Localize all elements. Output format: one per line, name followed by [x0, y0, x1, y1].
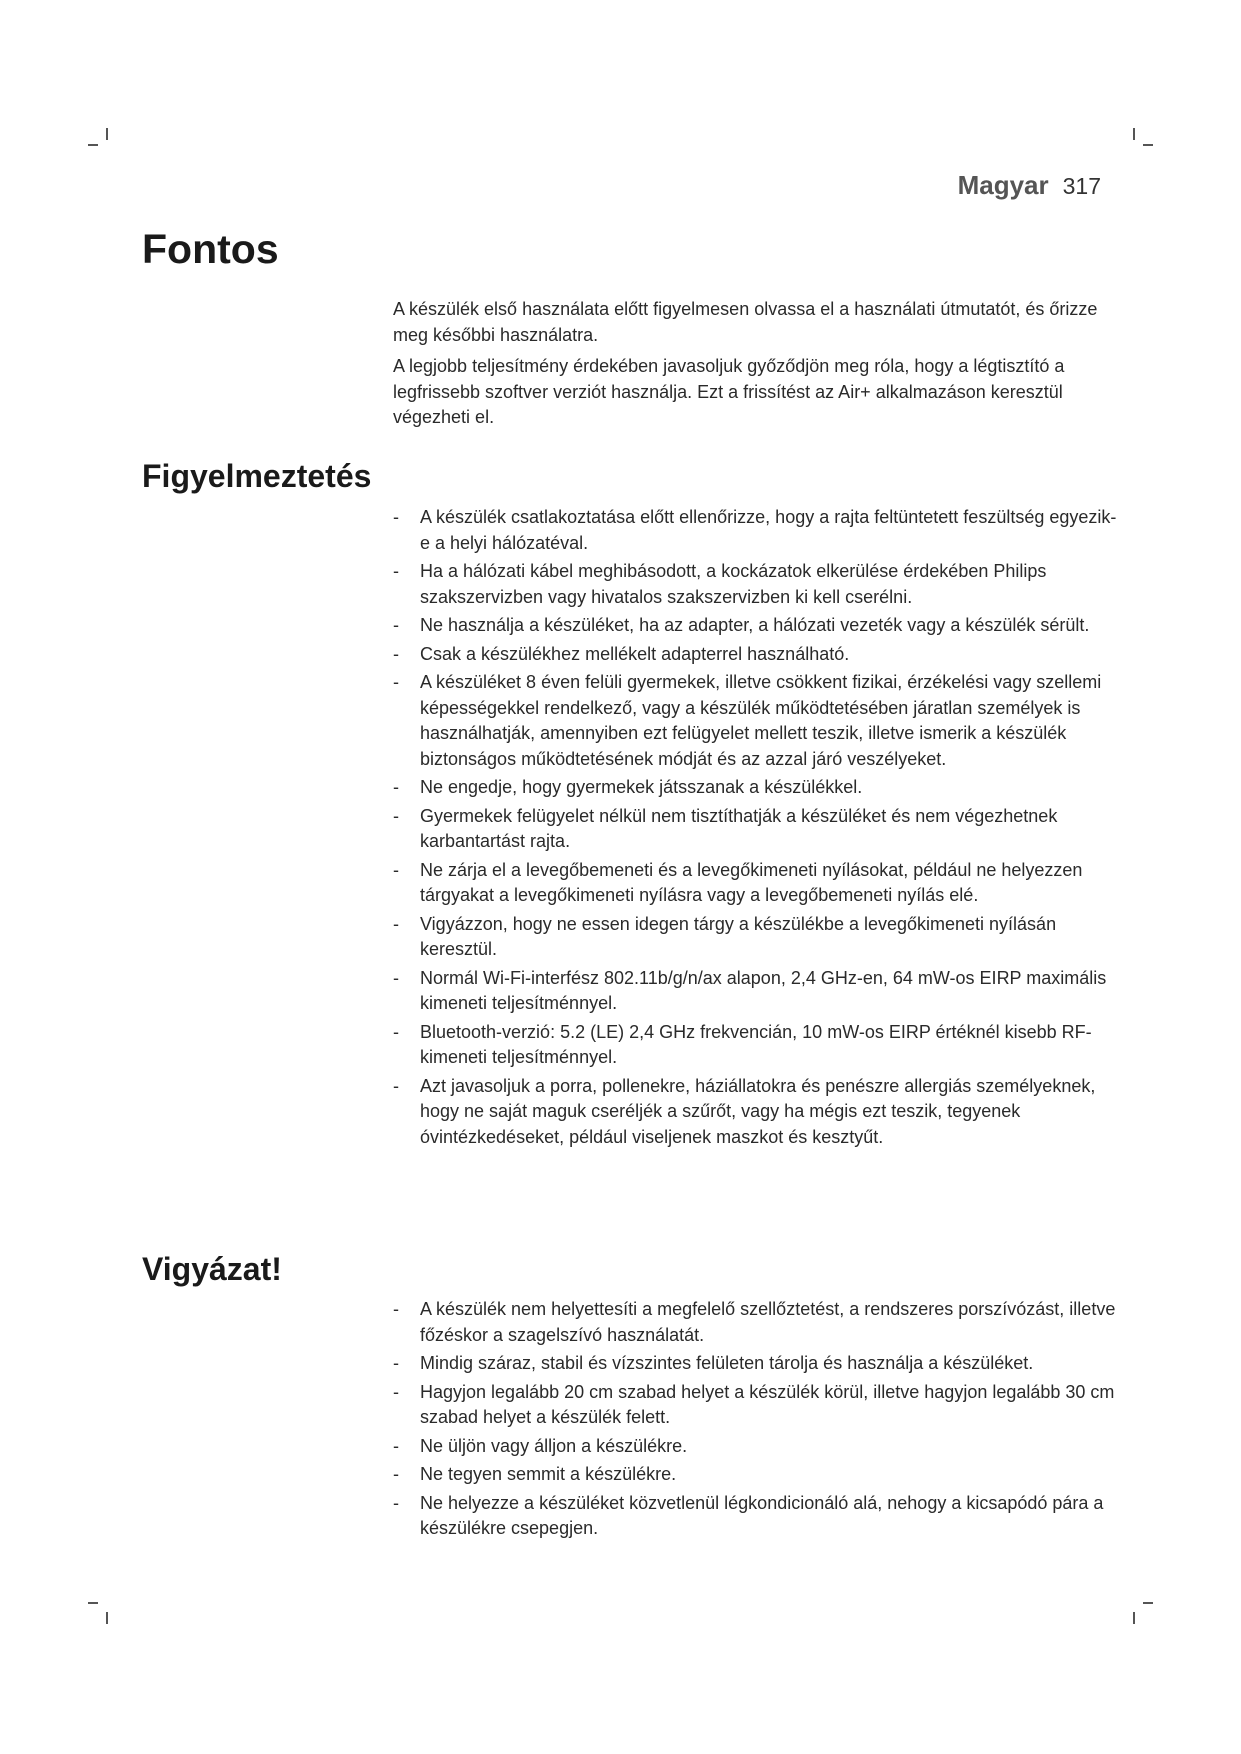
heading-vigyazat: Vigyázat!	[142, 1251, 282, 1287]
page-number: 317	[1062, 173, 1101, 199]
list-item: - Ne zárja el a levegőbemeneti és a levegőkimeneti nyílásokat, például ne helyezzen tárgyakat a levegőkimeneti nyílásra vagy a levegőbemeneti nyílás elé.	[393, 858, 1118, 909]
crop-mark-bottom-right-h	[1143, 1602, 1153, 1604]
list-item: - A készülék csatlakoztatása előtt ellenőrizze, hogy a rajta feltüntetett feszültség egyezik-e a helyi hálózatéval.	[393, 505, 1118, 556]
list-item: - Azt javasoljuk a porra, pollenekre, háziállatokra és penészre allergiás személyeknek, hogy ne saját maguk cseréljék a szűrőt, vagy ha mégis ezt teszik, tegyenek óvintézkedéseket, például viseljenek maszkot és kesztyűt.	[393, 1074, 1118, 1151]
fontos-body	[393, 297, 1118, 437]
crop-mark-top-left-v	[106, 128, 108, 140]
fontos-paragraph: A legjobb teljesítmény érdekében javasoljuk győződjön meg róla, hogy a légtisztító a legfrissebb szoftver verziót használja. Ezt a frissítést az Air+ alkalmazáson keresztül végezheti el.	[393, 356, 1065, 427]
figyelmeztetes-list	[393, 505, 1118, 1150]
list-item: - Normál Wi-Fi-interfész 802.11b/g/n/ax alapon, 2,4 GHz-en, 64 mW-os EIRP maximális kimeneti teljesítménnyel.	[393, 966, 1118, 1017]
page-header	[958, 170, 1101, 201]
header-language: Magyar	[957, 170, 1049, 200]
list-item: - Csak a készülékhez mellékelt adapterrel használható.	[393, 642, 1118, 668]
crop-mark-bottom-left-v	[106, 1612, 108, 1624]
list-item: - Hagyjon legalább 20 cm szabad helyet a készülék körül, illetve hagyjon legalább 30 cm szabad helyet a készülék felett.	[393, 1380, 1118, 1431]
heading-figyelmeztetes: Figyelmeztetés	[142, 458, 372, 494]
crop-mark-bottom-right-v	[1133, 1612, 1135, 1624]
list-item: - A készülék nem helyettesíti a megfelelő szellőztetést, a rendszeres porszívózást, illetve főzéskor a szagelszívó használatát.	[393, 1297, 1118, 1348]
list-item: - Ne tegyen semmit a készülékre.	[393, 1462, 1118, 1488]
crop-mark-top-right-h	[1143, 144, 1153, 146]
crop-mark-top-right-v	[1133, 128, 1135, 140]
fontos-paragraph: A készülék első használata előtt figyelmesen olvassa el a használati útmutatót, és őrizze meg későbbi használatra.	[393, 299, 1098, 345]
heading-fontos: Fontos	[142, 226, 279, 272]
vigyazat-list-container	[393, 1297, 1118, 1545]
list-item: - Vigyázzon, hogy ne essen idegen tárgy a készülékbe a levegőkimeneti nyílásán keresztül.	[393, 912, 1118, 963]
list-item: - Ha a hálózati kábel meghibásodott, a kockázatok elkerülése érdekében Philips szakszervizben vagy hivatalos szakszervizben ki kell cserélni.	[393, 559, 1118, 610]
vigyazat-list	[393, 1297, 1118, 1542]
crop-mark-top-left-h	[88, 144, 98, 146]
list-item: - Ne helyezze a készüléket közvetlenül légkondicionáló alá, nehogy a kicsapódó pára a készülékre csepegjen.	[393, 1491, 1118, 1542]
list-item: - Gyermekek felügyelet nélkül nem tisztíthatják a készüléket és nem végezhetnek karbantartást rajta.	[393, 804, 1118, 855]
list-item: - Ne engedje, hogy gyermekek játsszanak a készülékkel.	[393, 775, 1118, 801]
list-item: - Bluetooth-verzió: 5.2 (LE) 2,4 GHz frekvencián, 10 mW-os EIRP értéknél kisebb RF-kimeneti teljesítménnyel.	[393, 1020, 1118, 1071]
list-item: - A készüléket 8 éven felüli gyermekek, illetve csökkent fizikai, érzékelési vagy szellemi képességekkel rendelkező, vagy a készülék működtetésében járatlan személyek is használhatják, amennyiben ezt felügyelet mellett teszik, illetve ismerik a készülék biztonságos működtetésének módját és az azzal járó veszélyeket.	[393, 670, 1118, 772]
list-item: - Mindig száraz, stabil és vízszintes felületen tárolja és használja a készüléket.	[393, 1351, 1118, 1377]
list-item: - Ne üljön vagy álljon a készülékre.	[393, 1434, 1118, 1460]
crop-mark-bottom-left-h	[88, 1602, 98, 1604]
list-item: - Ne használja a készüléket, ha az adapter, a hálózati vezeték vagy a készülék sérült.	[393, 613, 1118, 639]
figyelmeztetes-list-container	[393, 505, 1118, 1153]
